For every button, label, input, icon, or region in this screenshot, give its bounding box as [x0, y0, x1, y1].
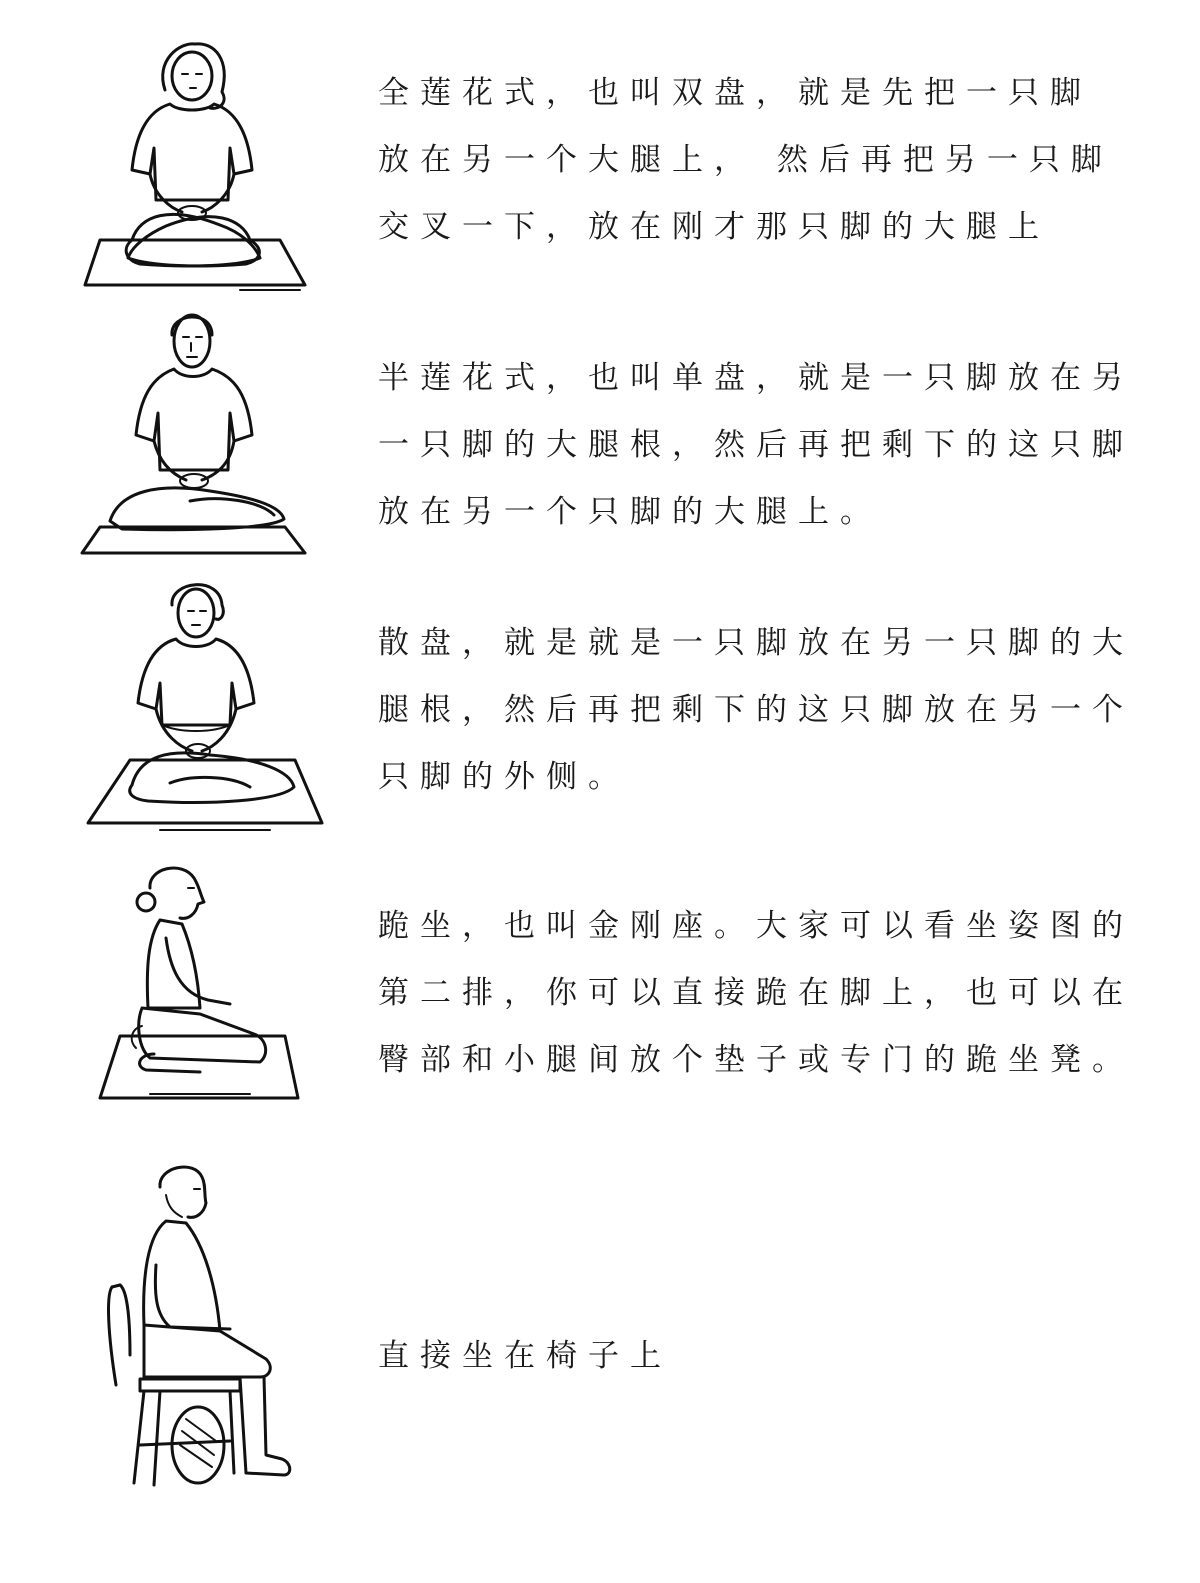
- full-lotus-illustration: [70, 40, 320, 300]
- chair-description: [378, 1323, 1078, 1390]
- half-lotus-description: [378, 345, 1134, 546]
- text-line: 跪坐，也叫金刚座。大家可以看坐姿图的: [378, 908, 1134, 944]
- text-line: 直接坐在椅子上: [378, 1338, 672, 1374]
- text-line: 第二排，你可以直接跪在脚上，也可以在: [378, 975, 1134, 1011]
- posture-row-half-lotus: [0, 305, 1200, 565]
- posture-row-chair: [0, 1155, 1200, 1500]
- easy-pose-illustration: [70, 575, 330, 840]
- text-line: 散盘，就是就是一只脚放在另一只脚的大: [378, 625, 1134, 661]
- kneeling-illustration: [70, 858, 330, 1113]
- text-line: 只脚的外侧。: [378, 759, 630, 795]
- text-line: 全莲花式，也叫双盘，就是先把一只脚: [378, 75, 1092, 111]
- easy-pose-description: [378, 610, 1134, 811]
- chair-sitting-illustration: [70, 1155, 330, 1500]
- text-line: 腿根，然后再把剩下的这只脚放在另一个: [378, 692, 1134, 728]
- text-line: 一只脚的大腿根，然后再把剩下的这只脚: [378, 427, 1134, 463]
- kneeling-description: [378, 893, 1134, 1094]
- posture-row-easy-pose: [0, 575, 1200, 840]
- posture-row-kneeling: [0, 858, 1200, 1113]
- text-line: 半莲花式，也叫单盘，就是一只脚放在另: [378, 360, 1134, 396]
- posture-row-full-lotus: [0, 40, 1200, 300]
- text-line: 放在另一个只脚的大腿上。: [378, 494, 882, 530]
- text-line: 放在另一个大腿上， 然后再把另一只脚: [378, 142, 1113, 178]
- half-lotus-illustration: [70, 305, 320, 565]
- text-line: 交叉一下，放在刚才那只脚的大腿上: [378, 209, 1050, 245]
- text-line: 臀部和小腿间放个垫子或专门的跪坐凳。: [378, 1042, 1134, 1078]
- full-lotus-description: [378, 60, 1113, 261]
